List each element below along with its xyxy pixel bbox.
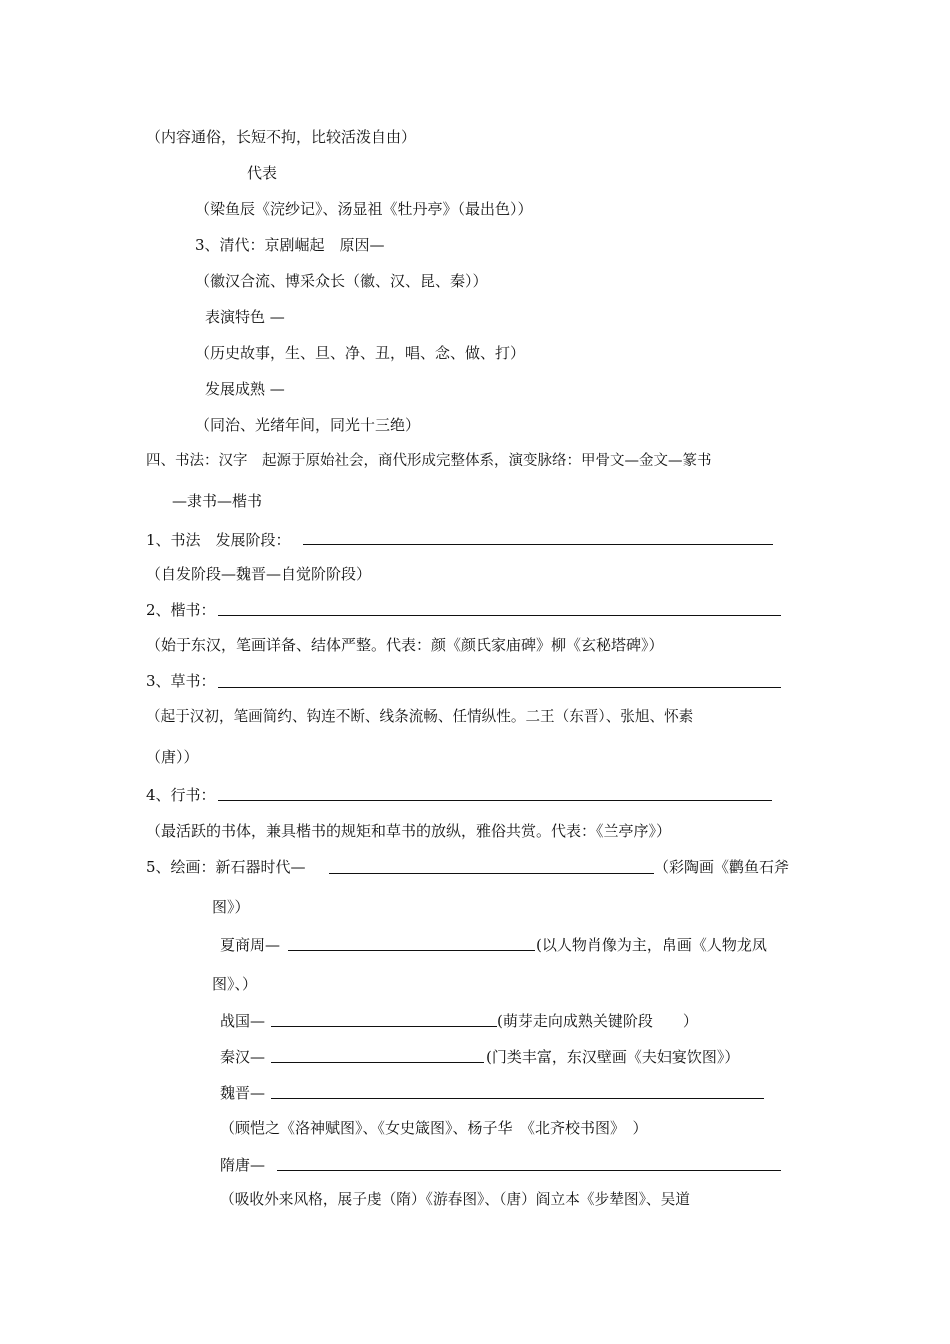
text-line: 发展成熟 — — [205, 380, 285, 398]
text-line: （顾恺之《洛神赋图》、《女史箴图》、杨子华 《北齐校书图》 ） — [220, 1119, 648, 1137]
answer-blank[interactable] — [271, 1062, 484, 1063]
item-label: 战国— — [220, 1012, 266, 1030]
text-line: （起于汉初，笔画简约、钩连不断、线条流畅、任情纵性。二王（东晋）、张旭、怀素 — [146, 708, 694, 725]
text-line: (门类丰富，东汉壁画《夫妇宴饮图》） — [486, 1048, 740, 1066]
answer-blank[interactable] — [277, 1170, 781, 1171]
item-label: 隋唐— — [220, 1156, 266, 1174]
text-line: （历史故事，生、旦、净、丑，唱、念、做、打） — [195, 344, 526, 362]
item-label: 魏晋— — [220, 1084, 266, 1102]
answer-blank[interactable] — [218, 615, 781, 616]
text-line: (萌芽走向成熟关键阶段 ） — [497, 1012, 698, 1030]
answer-blank[interactable] — [288, 950, 535, 951]
answer-blank[interactable] — [218, 687, 781, 688]
answer-blank[interactable] — [271, 1098, 764, 1099]
text-line: 图》） — [212, 898, 250, 916]
text-line: （自发阶段—魏晋—自觉阶阶段） — [146, 565, 372, 583]
text-line: （彩陶画《鹳鱼石斧 — [654, 858, 790, 876]
text-line: （徽汉合流、博采众长（徽、汉、昆、秦）） — [195, 272, 488, 290]
item-label: 3、草书： — [146, 672, 216, 690]
section-heading: 四、书法：汉字 起源于原始社会，商代形成完整体系，演变脉络：甲骨文—金文—篆书 — [146, 453, 712, 469]
text-line: 图》、） — [212, 975, 258, 993]
text-line: 代表 — [247, 164, 278, 182]
text-line: （最活跃的书体，兼具楷书的规矩和草书的放纵，雅俗共赏。代表：《兰亭序》） — [146, 822, 672, 840]
text-line: （同治、光绪年间，同光十三绝） — [195, 416, 421, 434]
answer-blank[interactable] — [303, 544, 773, 545]
text-line: （始于东汉，笔画详备、结体严整。代表：颜《颜氏家庙碑》柳《玄秘塔碑》） — [146, 636, 664, 654]
item-label: 5、绘画：新石器时代— — [146, 858, 306, 876]
item-label: 4、行书： — [146, 786, 216, 804]
item-label: 1、书法 发展阶段： — [146, 531, 291, 549]
text-line: （内容通俗，长短不拘，比较活泼自由） — [146, 128, 417, 146]
item-label: 秦汉— — [220, 1048, 266, 1066]
answer-blank[interactable] — [218, 800, 772, 801]
text-line: 表演特色 — — [205, 308, 285, 326]
answer-blank[interactable] — [271, 1026, 497, 1027]
text-line: （唐）） — [146, 748, 199, 766]
text-line: （吸收外来风格，展子虔（隋）《游春图》、（唐）阎立本《步辇图》、吴道 — [220, 1191, 690, 1208]
item-label: 夏商周— — [220, 936, 281, 954]
item-label: 2、楷书： — [146, 601, 216, 619]
text-line: 3、清代：京剧崛起 原因— — [195, 236, 385, 254]
text-line: (以人物肖像为主，帛画《人物龙凤 — [536, 936, 767, 954]
answer-blank[interactable] — [329, 873, 654, 874]
text-line: —隶书—楷书 — [172, 492, 263, 510]
text-line: （梁鱼辰《浣纱记》、汤显祖《牡丹亭》（最出色）） — [195, 200, 533, 218]
